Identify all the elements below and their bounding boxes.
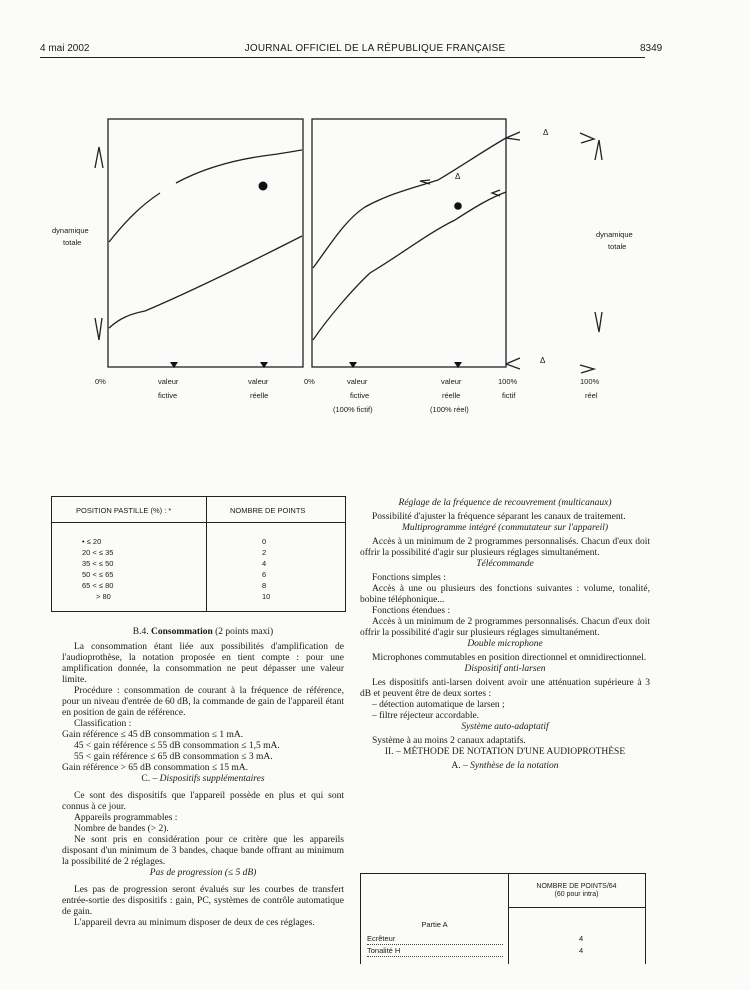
left-plot-frame bbox=[108, 119, 303, 367]
table-row: Ecrêteur bbox=[367, 934, 503, 945]
left-pastille-dot bbox=[259, 182, 268, 191]
x-100-reel-line1: 100% bbox=[580, 377, 600, 386]
x-zero-left: 0% bbox=[95, 377, 106, 386]
x-fictive-right-line3: (100% fictif) bbox=[333, 405, 373, 414]
pastille-points-table bbox=[51, 496, 346, 612]
b4-class-line: Gain référence ≤ 45 dB consommation ≤ 1 mA. bbox=[62, 730, 244, 740]
table-row: 35 < ≤ 50 4 bbox=[82, 559, 267, 568]
left-axis-label-line1: dynamique bbox=[52, 226, 89, 235]
table-row: • ≤ 20 0 bbox=[82, 537, 267, 546]
bracket-top-right bbox=[595, 140, 602, 160]
x-reelle-right-line1: valeur bbox=[441, 377, 462, 386]
x-reelle-right-line3: (100% réel) bbox=[430, 405, 469, 414]
arrow-bottom-right bbox=[506, 358, 520, 369]
header-date: 4 mai 2002 bbox=[40, 43, 90, 54]
x-fictive-right-line2: fictive bbox=[350, 391, 370, 400]
pas-paragraph-1: Les pas de progression seront évalués sur les courbes de transfert entrée-sortie des dispositifs : gain, PC, systèmes de contrôle automatique de gain. bbox=[62, 885, 344, 917]
table-row-points: 4 bbox=[579, 934, 584, 943]
bracket-bottom-left bbox=[95, 318, 102, 340]
table-row: > 80 10 bbox=[96, 592, 271, 601]
auto-adaptatif-title: Système auto-adaptatif bbox=[461, 722, 549, 732]
x-zero-right: 0% bbox=[304, 377, 315, 386]
b4-paragraph-2: Procédure : consommation de courant à la fréquence de référence, pour un niveau d'entrée de 60 dB, la commande de gain de l'appareil étant en position de gain de référence. bbox=[62, 686, 344, 718]
x-fictive-right-line1: valeur bbox=[347, 377, 368, 386]
x-100-reel-line2: réel bbox=[585, 391, 598, 400]
x-reelle-left-line1: valeur bbox=[248, 377, 269, 386]
b4-class-line: Gain référence > 65 dB consommation ≤ 15 mA. bbox=[62, 763, 249, 773]
left-upper-curve bbox=[109, 150, 302, 242]
left-text-column bbox=[62, 627, 344, 929]
telecommande-paragraph-3: Fonctions étendues : bbox=[372, 606, 451, 616]
left-lower-curve bbox=[109, 236, 302, 328]
multiprogramme-paragraph: Accès à un minimum de 2 programmes personnalisés. Chacun d'eux doit offrir la possibilité d'agir sur plusieurs réglages simultanément. bbox=[360, 537, 650, 558]
triangle-mark-mid: Δ bbox=[455, 172, 461, 181]
arrow-top-far bbox=[580, 133, 594, 143]
journal-title: JOURNAL OFFICIEL DE LA RÉPUBLIQUE FRANÇAISE bbox=[244, 43, 506, 54]
right-text-column bbox=[360, 498, 650, 772]
x-100-fictif-line1: 100% bbox=[498, 377, 518, 386]
b4-paragraph-1: La consommation étant liée aux possibilités d'amplification de l'audioprothèse, la notation proposée en tient compte : pour une amplification donnée, la consommation ne peut dépasser une valeur limite. bbox=[62, 642, 344, 685]
c-paragraph-4: Ne sont pris en considération pour ce critère que les appareils disposant d'un minimum de 3 bandes, chaque bande offrant au minimum la possibilité de 2 réglages. bbox=[62, 835, 344, 867]
c-paragraph-1: Ce sont des dispositifs que l'appareil possède en plus et qui sont connus à ce jour. bbox=[62, 791, 344, 812]
anti-larsen-paragraph: Les dispositifs anti-larsen doivent avoir une atténuation supérieure à 3 dB et peuvent être de deux sortes : bbox=[360, 678, 650, 699]
telecommande-paragraph-1: Fonctions simples : bbox=[372, 573, 446, 583]
telecommande-paragraph-2: Accès à une ou plusieurs des fonctions suivantes : volume, tonalité, bobine téléphonique... bbox=[360, 584, 650, 605]
double-microphone-title: Double microphone bbox=[467, 639, 543, 649]
x-fictive-left-line1: valeur bbox=[158, 377, 179, 386]
x-100-fictif-line2: fictif bbox=[502, 391, 516, 400]
double-microphone-paragraph: Microphones commutables en position directionnel et omnidirectionnel. bbox=[372, 653, 647, 663]
c-paragraph-3: Nombre de bandes (> 2). bbox=[74, 824, 169, 834]
pas-paragraph-2: L'appareil devra au minimum disposer de deux de ces réglages. bbox=[74, 918, 315, 928]
arrow-right-lower bbox=[492, 190, 500, 196]
table-header-rule bbox=[508, 907, 645, 908]
anti-larsen-title: Dispositif anti-larsen bbox=[464, 664, 546, 674]
b4-class-line: 45 < gain référence ≤ 55 dB consommation ≤ 1,5 mA. bbox=[74, 741, 280, 751]
b4-classification-label: Classification : bbox=[74, 719, 132, 729]
telecommande-title: Télécommande bbox=[476, 559, 534, 569]
arrow-top-right bbox=[506, 132, 520, 140]
table-col-position-header: POSITION PASTILLE (%) : * bbox=[76, 506, 172, 515]
x-fictive-left-line2: fictive bbox=[158, 391, 178, 400]
c-paragraph-2: Appareils programmables : bbox=[74, 813, 178, 823]
triangle-mark-bottom: Δ bbox=[540, 356, 546, 365]
table-row-points: 4 bbox=[579, 946, 584, 955]
table-row: 50 < ≤ 65 6 bbox=[82, 570, 267, 579]
reglage-title: Réglage de la fréquence de recouvrement (multicanaux) bbox=[398, 498, 612, 508]
arrow-bottom-far bbox=[580, 365, 594, 373]
left-axis-label-line2: totale bbox=[63, 238, 82, 247]
b4-class-line: 55 < gain référence ≤ 65 dB consommation ≤ 3 mA. bbox=[74, 752, 273, 762]
section-ii-heading: II. – MÉTHODE DE NOTATION D'UNE AUDIOPROTHÈSE bbox=[384, 747, 626, 757]
table-row: 20 < ≤ 35 2 bbox=[82, 548, 267, 557]
triangle-mark-top: Δ bbox=[543, 128, 549, 137]
c-heading: C. – Dispositifs supplémentaires bbox=[141, 774, 265, 784]
section-a-heading: A. – Synthèse de la notation bbox=[451, 761, 559, 771]
table-row: 65 < ≤ 80 8 bbox=[82, 581, 267, 590]
right-upper-curve bbox=[313, 138, 506, 268]
telecommande-paragraph-4: Accès à un minimum de 2 programmes personnalisés. Chacun d'eux doit offrir la possibilité d'agir sur plusieurs réglages simultanément. bbox=[360, 617, 650, 638]
bracket-top-left bbox=[95, 147, 103, 168]
bracket-bottom-right bbox=[595, 312, 602, 332]
b4-heading: B.4. Consommation (2 points maxi) bbox=[132, 627, 274, 637]
figure-graphics bbox=[0, 0, 750, 480]
table-header-rule bbox=[52, 522, 345, 523]
x-reelle-left-line2: réelle bbox=[250, 391, 269, 400]
table-row: Tonalité H bbox=[367, 946, 503, 957]
multiprogramme-title: Multiprogramme intégré (commutateur sur l'appareil) bbox=[401, 523, 609, 533]
table-col-points-header: NOMBRE DE POINTS bbox=[230, 506, 306, 515]
right-pastille-dot bbox=[454, 202, 462, 210]
pas-progression-title: Pas de progression (≤ 5 dB) bbox=[149, 868, 257, 878]
right-axis-label-line2: totale bbox=[608, 242, 627, 251]
page-number: 8349 bbox=[640, 43, 663, 54]
right-axis-label-line1: dynamique bbox=[596, 230, 633, 239]
auto-adaptatif-paragraph: Système à au moins 2 canaux adaptatifs. bbox=[372, 736, 526, 746]
synthese-table bbox=[360, 873, 646, 964]
reglage-paragraph: Possibilité d'ajuster la fréquence séparant les canaux de traitement. bbox=[372, 512, 626, 522]
synthese-part-label: Partie A bbox=[421, 920, 448, 929]
anti-larsen-bullet: – détection automatique de larsen ; bbox=[372, 700, 505, 710]
right-lower-curve bbox=[313, 192, 506, 340]
synthese-points-header: NOMBRE DE POINTS/64 (60 pour intra) bbox=[536, 883, 617, 898]
anti-larsen-bullet: – filtre réjecteur accordable. bbox=[372, 711, 480, 721]
x-reelle-right-line2: réelle bbox=[442, 391, 461, 400]
